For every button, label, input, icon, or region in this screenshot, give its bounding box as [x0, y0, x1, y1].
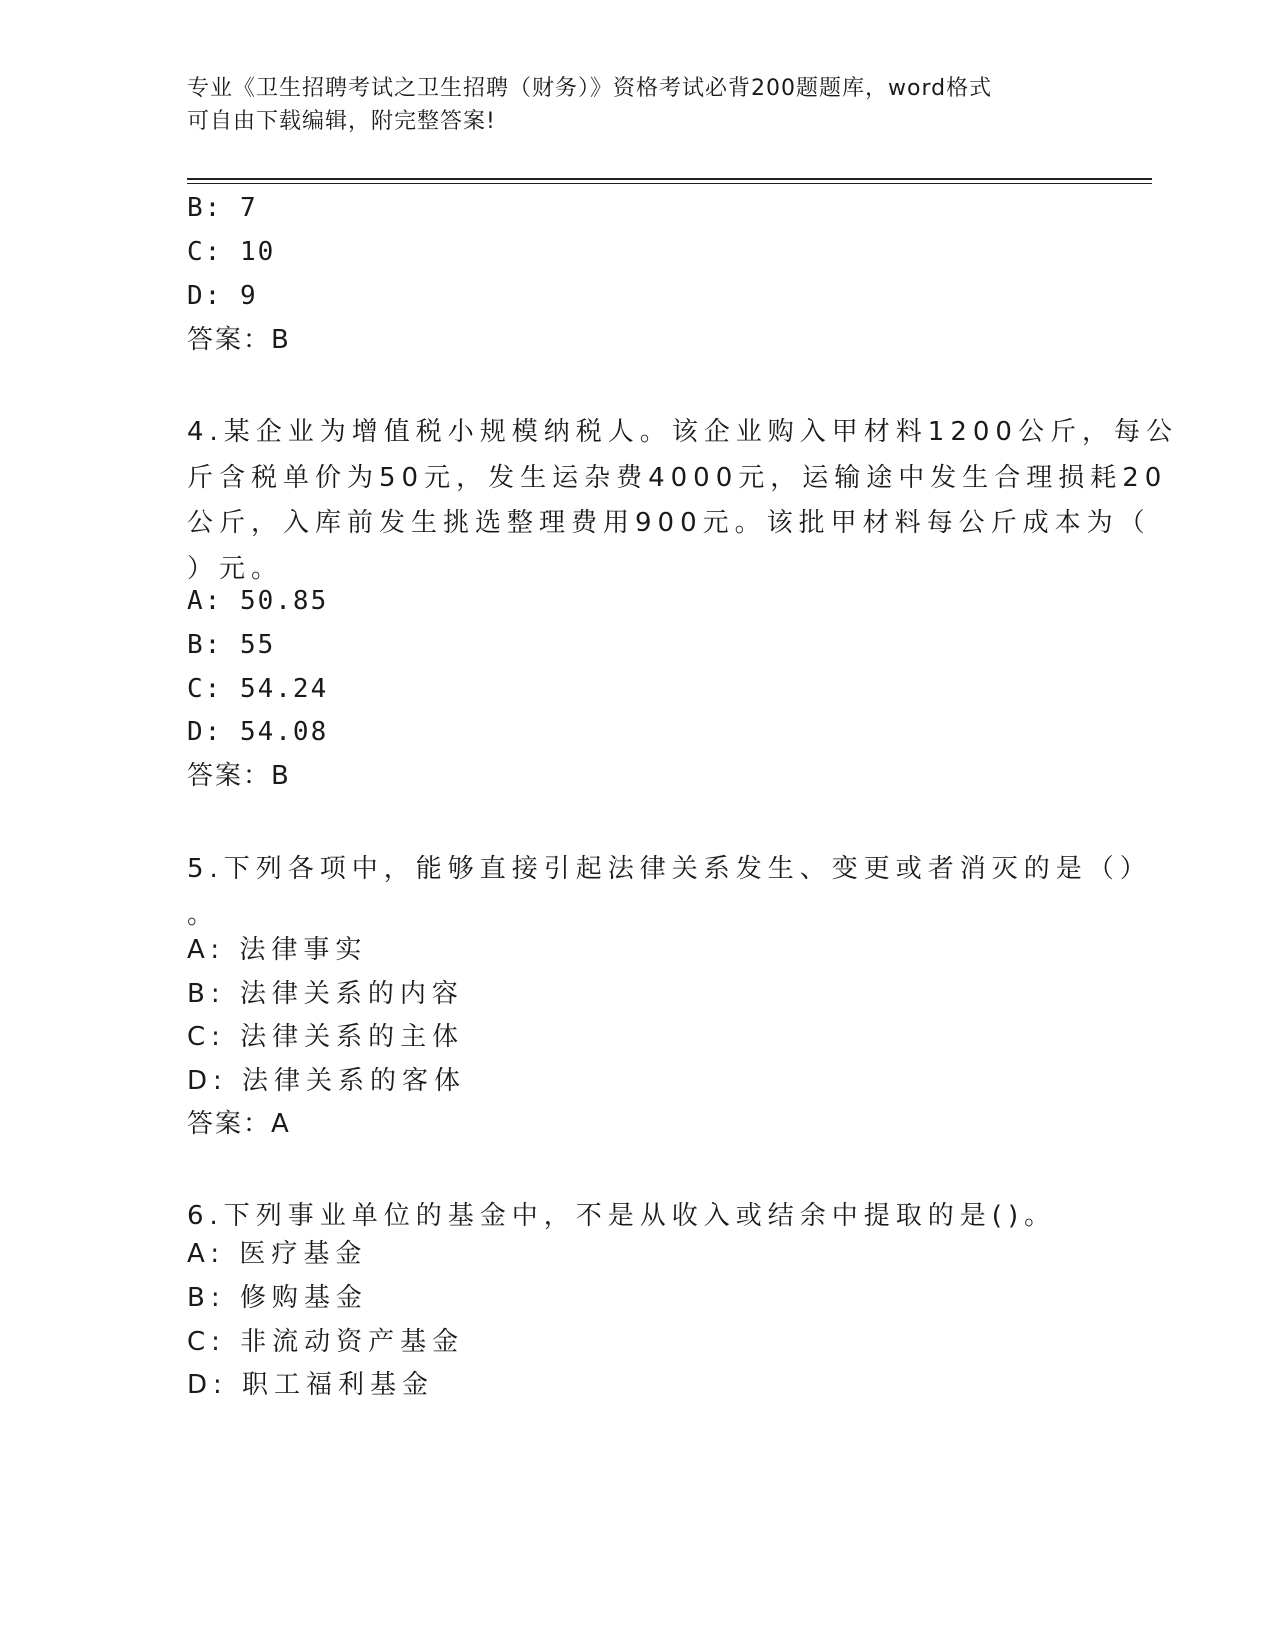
q6-stem-line-1: 6.下列事业单位的基金中，不是从收入或结余中提取的是()。 — [187, 1201, 1057, 1231]
q4-stem-line-4: ）元。 — [187, 553, 284, 584]
header-divider-thick — [187, 178, 1152, 180]
q4-option-a: A: 50.85 — [187, 586, 329, 616]
q3-option-b: B: 7 — [187, 193, 258, 223]
q3-option-d: D: 9 — [187, 281, 258, 311]
q6-option-b: B: 修购基金 — [187, 1283, 368, 1313]
q6-option-c: C: 非流动资产基金 — [187, 1327, 465, 1357]
q5-option-d: D: 法律关系的客体 — [187, 1066, 467, 1096]
q5-stem-line-2: 。 — [187, 899, 220, 930]
q6-option-a: A: 医疗基金 — [187, 1239, 368, 1269]
header-divider-thin — [187, 183, 1152, 184]
q5-option-a: A: 法律事实 — [187, 935, 368, 965]
q4-option-d: D: 54.08 — [187, 717, 329, 747]
q4-answer: 答案：B — [187, 761, 291, 791]
q5-stem-line-1: 5.下列各项中，能够直接引起法律关系发生、变更或者消灭的是（） — [187, 854, 1152, 884]
q4-option-b: B: 55 — [187, 630, 276, 660]
header-line-2: 可自由下载编辑，附完整答案! — [187, 109, 496, 134]
q4-stem-line-3: 公斤，入库前发生挑选整理费用900元。该批甲材料每公斤成本为（ — [187, 508, 1151, 538]
q4-option-c: C: 54.24 — [187, 674, 329, 704]
document-header — [187, 72, 1067, 138]
q3-answer: 答案：B — [187, 325, 291, 355]
q5-option-b: B: 法律关系的内容 — [187, 979, 464, 1009]
q4-stem — [187, 410, 1178, 592]
q4-stem-line-2: 斤含税单价为50元，发生运杂费4000元，运输途中发生合理损耗20 — [187, 462, 1168, 493]
q6-stem — [187, 1194, 1077, 1240]
q5-stem — [187, 847, 1152, 938]
q4-stem-line-1: 4.某企业为增值税小规模纳税人。该企业购入甲材料1200公斤，每公 — [187, 417, 1178, 447]
q5-option-c: C: 法律关系的主体 — [187, 1022, 465, 1052]
q6-option-d: D: 职工福利基金 — [187, 1370, 435, 1400]
q3-option-c: C: 10 — [187, 237, 276, 267]
header-line-1: 专业《卫生招聘考试之卫生招聘（财务）》资格考试必背200题题库，word格式 — [187, 76, 993, 101]
q5-answer: 答案：A — [187, 1109, 291, 1139]
